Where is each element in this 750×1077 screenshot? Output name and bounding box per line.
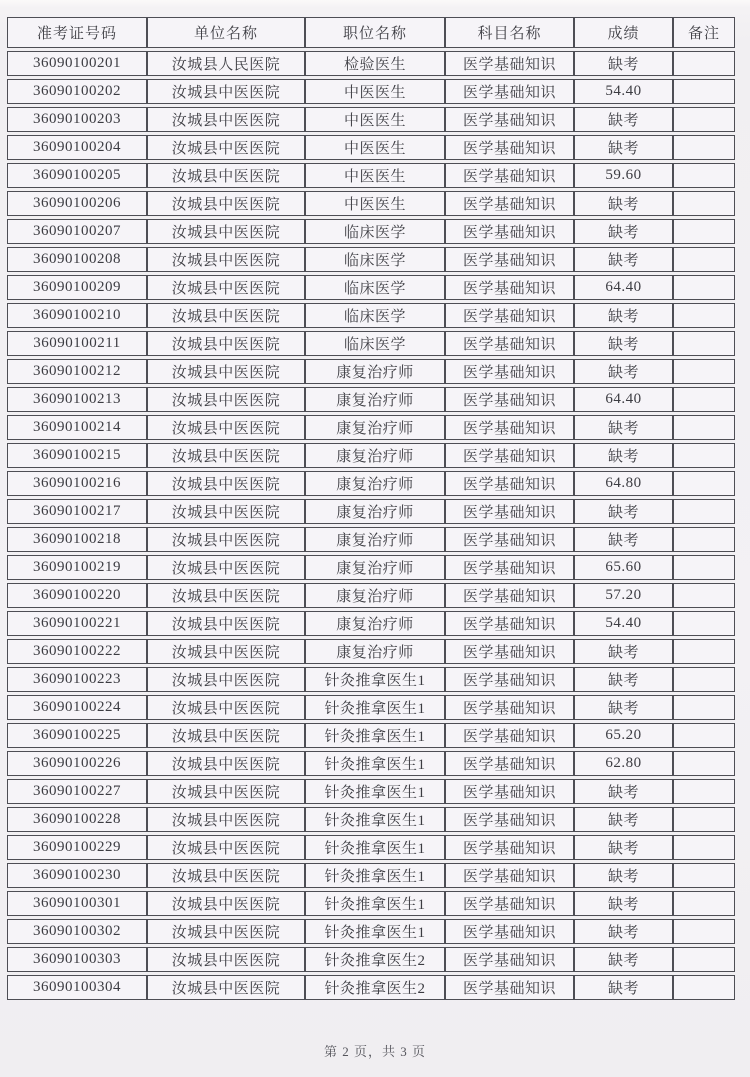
table-cell: 54.40 [574, 611, 673, 636]
table-cell: 汝城县中医医院 [147, 163, 305, 188]
table-cell: 36090100301 [7, 891, 147, 916]
table-cell: 缺考 [574, 443, 673, 468]
table-cell [673, 583, 735, 608]
table-cell: 汝城县中医医院 [147, 695, 305, 720]
table-cell: 缺考 [574, 331, 673, 356]
table-cell: 医学基础知识 [445, 191, 574, 216]
table-cell [673, 303, 735, 328]
table-cell: 医学基础知识 [445, 163, 574, 188]
column-header: 备注 [673, 17, 735, 48]
table-cell: 缺考 [574, 247, 673, 272]
table-cell: 汝城县中医医院 [147, 359, 305, 384]
table-cell: 针灸推拿医生1 [305, 779, 445, 804]
table-cell: 汝城县中医医院 [147, 303, 305, 328]
table-row [7, 107, 735, 132]
table-header [7, 17, 735, 48]
table-cell: 临床医学 [305, 219, 445, 244]
table-cell: 汝城县中医医院 [147, 919, 305, 944]
table-cell [673, 639, 735, 664]
table-cell: 缺考 [574, 499, 673, 524]
table-cell [673, 387, 735, 412]
table-cell: 36090100213 [7, 387, 147, 412]
table-cell: 中医医生 [305, 135, 445, 160]
table-cell: 汝城县人民医院 [147, 51, 305, 76]
table-cell: 36090100220 [7, 583, 147, 608]
table-cell: 64.40 [574, 387, 673, 412]
table-cell: 缺考 [574, 639, 673, 664]
score-table [7, 14, 735, 1003]
table-cell: 汝城县中医医院 [147, 723, 305, 748]
table-cell: 64.80 [574, 471, 673, 496]
table-cell: 汝城县中医医院 [147, 331, 305, 356]
table-cell [673, 807, 735, 832]
table-cell: 临床医学 [305, 275, 445, 300]
table-row [7, 779, 735, 804]
table-cell: 缺考 [574, 947, 673, 972]
table-row [7, 331, 735, 356]
table-cell: 临床医学 [305, 303, 445, 328]
table-cell: 医学基础知识 [445, 611, 574, 636]
table-cell: 医学基础知识 [445, 79, 574, 104]
table-cell: 汝城县中医医院 [147, 835, 305, 860]
table-cell: 医学基础知识 [445, 555, 574, 580]
table-cell: 医学基础知识 [445, 275, 574, 300]
table-cell: 36090100215 [7, 443, 147, 468]
table-cell [673, 499, 735, 524]
table-cell: 缺考 [574, 415, 673, 440]
table-cell [673, 919, 735, 944]
table-row [7, 751, 735, 776]
table-row [7, 303, 735, 328]
table-body [7, 51, 735, 1000]
table-cell: 康复治疗师 [305, 499, 445, 524]
table-cell: 医学基础知识 [445, 891, 574, 916]
table-cell: 汝城县中医医院 [147, 107, 305, 132]
table-cell [673, 527, 735, 552]
table-row [7, 611, 735, 636]
table-cell: 针灸推拿医生1 [305, 863, 445, 888]
table-cell: 缺考 [574, 891, 673, 916]
table-cell: 针灸推拿医生1 [305, 891, 445, 916]
table-cell: 医学基础知识 [445, 779, 574, 804]
table-cell: 汝城县中医医院 [147, 275, 305, 300]
table-row [7, 807, 735, 832]
table-cell: 缺考 [574, 919, 673, 944]
table-row [7, 863, 735, 888]
table-cell: 医学基础知识 [445, 443, 574, 468]
table-cell: 36090100304 [7, 975, 147, 1000]
table-cell: 缺考 [574, 807, 673, 832]
table-cell: 临床医学 [305, 331, 445, 356]
table-cell: 针灸推拿医生1 [305, 835, 445, 860]
table-row [7, 639, 735, 664]
table-cell: 缺考 [574, 527, 673, 552]
table-cell: 康复治疗师 [305, 471, 445, 496]
table-row [7, 443, 735, 468]
table-cell [673, 219, 735, 244]
table-cell: 汝城县中医医院 [147, 611, 305, 636]
table-cell: 针灸推拿医生1 [305, 667, 445, 692]
table-cell: 汝城县中医医院 [147, 527, 305, 552]
table-cell: 医学基础知识 [445, 807, 574, 832]
table-cell: 医学基础知识 [445, 919, 574, 944]
column-header: 职位名称 [305, 17, 445, 48]
table-cell [673, 835, 735, 860]
table-cell: 36090100225 [7, 723, 147, 748]
table-cell: 中医医生 [305, 79, 445, 104]
table-cell: 36090100230 [7, 863, 147, 888]
table-cell [673, 695, 735, 720]
table-cell: 54.40 [574, 79, 673, 104]
table-cell: 36090100227 [7, 779, 147, 804]
table-cell: 64.40 [574, 275, 673, 300]
table-row [7, 555, 735, 580]
table-cell: 医学基础知识 [445, 471, 574, 496]
table-cell: 65.20 [574, 723, 673, 748]
table-cell: 汝城县中医医院 [147, 779, 305, 804]
table-cell: 医学基础知识 [445, 303, 574, 328]
table-cell: 缺考 [574, 695, 673, 720]
table-cell: 医学基础知识 [445, 863, 574, 888]
table-cell: 医学基础知识 [445, 135, 574, 160]
table-cell [673, 555, 735, 580]
table-cell: 康复治疗师 [305, 359, 445, 384]
table-cell: 医学基础知识 [445, 107, 574, 132]
table-cell: 36090100302 [7, 919, 147, 944]
table-cell: 医学基础知识 [445, 359, 574, 384]
table-cell [673, 247, 735, 272]
table-cell: 汝城县中医医院 [147, 443, 305, 468]
table-cell [673, 359, 735, 384]
table-cell [673, 779, 735, 804]
table-cell: 36090100222 [7, 639, 147, 664]
column-header: 成绩 [574, 17, 673, 48]
table-cell [673, 275, 735, 300]
table-cell: 36090100221 [7, 611, 147, 636]
table-cell: 医学基础知识 [445, 639, 574, 664]
table-cell: 57.20 [574, 583, 673, 608]
table-row [7, 51, 735, 76]
table-cell: 康复治疗师 [305, 639, 445, 664]
table-cell: 针灸推拿医生2 [305, 947, 445, 972]
table-cell [673, 891, 735, 916]
table-cell [673, 863, 735, 888]
table-cell: 汝城县中医医院 [147, 639, 305, 664]
table-cell: 医学基础知识 [445, 835, 574, 860]
table-row [7, 135, 735, 160]
table-cell: 医学基础知识 [445, 415, 574, 440]
table-cell [673, 751, 735, 776]
table-cell: 汝城县中医医院 [147, 499, 305, 524]
table-cell: 检验医生 [305, 51, 445, 76]
table-cell: 36090100229 [7, 835, 147, 860]
table-row [7, 163, 735, 188]
column-header: 准考证号码 [7, 17, 147, 48]
table-row [7, 975, 735, 1000]
table-cell: 汝城县中医医院 [147, 583, 305, 608]
table-cell: 36090100207 [7, 219, 147, 244]
table-row [7, 723, 735, 748]
table-row [7, 415, 735, 440]
table-row [7, 583, 735, 608]
table-cell: 36090100204 [7, 135, 147, 160]
table-row [7, 275, 735, 300]
table-cell: 汝城县中医医院 [147, 807, 305, 832]
table-cell [673, 443, 735, 468]
table-cell: 汝城县中医医院 [147, 415, 305, 440]
table-cell [673, 51, 735, 76]
table-cell: 36090100224 [7, 695, 147, 720]
table-cell: 医学基础知识 [445, 527, 574, 552]
table-row [7, 247, 735, 272]
table-cell: 汝城县中医医院 [147, 863, 305, 888]
table-cell: 针灸推拿医生1 [305, 919, 445, 944]
page-number: 第 2 页，共 3 页 [323, 1044, 426, 1059]
table-cell: 汝城县中医医院 [147, 387, 305, 412]
table-row [7, 891, 735, 916]
table-row [7, 387, 735, 412]
table-cell [673, 415, 735, 440]
table-cell: 36090100223 [7, 667, 147, 692]
table-cell: 中医医生 [305, 163, 445, 188]
table-row [7, 835, 735, 860]
table-cell [673, 331, 735, 356]
table-cell: 中医医生 [305, 191, 445, 216]
column-header: 单位名称 [147, 17, 305, 48]
table-cell: 缺考 [574, 975, 673, 1000]
table-row [7, 359, 735, 384]
table-cell: 36090100218 [7, 527, 147, 552]
table-cell: 缺考 [574, 667, 673, 692]
table-row [7, 695, 735, 720]
table-row [7, 191, 735, 216]
table-cell: 康复治疗师 [305, 443, 445, 468]
table-cell [673, 667, 735, 692]
table-cell: 36090100212 [7, 359, 147, 384]
table-cell: 康复治疗师 [305, 387, 445, 412]
table-cell: 36090100217 [7, 499, 147, 524]
table-cell: 36090100203 [7, 107, 147, 132]
table-row [7, 219, 735, 244]
table-cell [673, 191, 735, 216]
table-cell: 缺考 [574, 51, 673, 76]
table-cell: 医学基础知识 [445, 667, 574, 692]
table-cell: 医学基础知识 [445, 751, 574, 776]
table-cell: 65.60 [574, 555, 673, 580]
table-cell: 缺考 [574, 359, 673, 384]
table-row [7, 527, 735, 552]
table-cell: 36090100209 [7, 275, 147, 300]
table-cell: 缺考 [574, 219, 673, 244]
table-cell: 36090100211 [7, 331, 147, 356]
table-cell: 康复治疗师 [305, 415, 445, 440]
table-cell: 汝城县中医医院 [147, 135, 305, 160]
table-cell: 36090100226 [7, 751, 147, 776]
table-cell: 汝城县中医医院 [147, 555, 305, 580]
table-cell: 36090100205 [7, 163, 147, 188]
table-row [7, 471, 735, 496]
table-cell: 汝城县中医医院 [147, 219, 305, 244]
table-cell: 59.60 [574, 163, 673, 188]
table-row [7, 947, 735, 972]
table-cell: 临床医学 [305, 247, 445, 272]
table-cell [673, 723, 735, 748]
table-cell: 缺考 [574, 135, 673, 160]
table-cell [673, 163, 735, 188]
table-cell: 医学基础知识 [445, 947, 574, 972]
table-cell: 缺考 [574, 863, 673, 888]
table-cell: 康复治疗师 [305, 611, 445, 636]
table-cell: 针灸推拿医生1 [305, 695, 445, 720]
table-row [7, 79, 735, 104]
table-row [7, 667, 735, 692]
table-cell: 缺考 [574, 779, 673, 804]
header-row [7, 17, 735, 48]
table-cell: 汝城县中医医院 [147, 891, 305, 916]
table-cell: 36090100210 [7, 303, 147, 328]
table-cell: 针灸推拿医生1 [305, 723, 445, 748]
table-cell: 36090100219 [7, 555, 147, 580]
table-cell: 康复治疗师 [305, 527, 445, 552]
table-cell: 医学基础知识 [445, 695, 574, 720]
table-cell: 医学基础知识 [445, 723, 574, 748]
table-cell: 康复治疗师 [305, 555, 445, 580]
table-cell: 36090100214 [7, 415, 147, 440]
table-cell: 缺考 [574, 107, 673, 132]
table-cell: 康复治疗师 [305, 583, 445, 608]
table-cell: 针灸推拿医生1 [305, 751, 445, 776]
table-cell: 缺考 [574, 835, 673, 860]
table-cell: 36090100206 [7, 191, 147, 216]
table-cell: 36090100228 [7, 807, 147, 832]
table-cell: 36090100303 [7, 947, 147, 972]
table-cell: 汝城县中医医院 [147, 471, 305, 496]
table-cell: 医学基础知识 [445, 247, 574, 272]
table-cell: 汝城县中医医院 [147, 667, 305, 692]
table-cell: 医学基础知识 [445, 51, 574, 76]
table-cell: 汝城县中医医院 [147, 191, 305, 216]
table-cell [673, 975, 735, 1000]
table-cell: 36090100216 [7, 471, 147, 496]
table-cell [673, 611, 735, 636]
table-cell: 62.80 [574, 751, 673, 776]
table-cell [673, 947, 735, 972]
table-cell: 汝城县中医医院 [147, 751, 305, 776]
table-cell: 医学基础知识 [445, 583, 574, 608]
table-cell: 针灸推拿医生1 [305, 807, 445, 832]
table-cell: 36090100208 [7, 247, 147, 272]
table-cell: 缺考 [574, 303, 673, 328]
table-cell: 医学基础知识 [445, 331, 574, 356]
table-cell: 医学基础知识 [445, 219, 574, 244]
table-row [7, 499, 735, 524]
table-cell: 缺考 [574, 191, 673, 216]
column-header: 科目名称 [445, 17, 574, 48]
table-cell [673, 471, 735, 496]
table-cell [673, 135, 735, 160]
table-cell: 中医医生 [305, 107, 445, 132]
table-cell: 36090100201 [7, 51, 147, 76]
table-cell: 汝城县中医医院 [147, 79, 305, 104]
table-cell: 汝城县中医医院 [147, 947, 305, 972]
table-row [7, 919, 735, 944]
table-cell: 汝城县中医医院 [147, 975, 305, 1000]
table-cell: 医学基础知识 [445, 499, 574, 524]
table-cell: 汝城县中医医院 [147, 247, 305, 272]
table-cell [673, 79, 735, 104]
table-cell: 针灸推拿医生2 [305, 975, 445, 1000]
table-cell: 医学基础知识 [445, 975, 574, 1000]
table-cell [673, 107, 735, 132]
table-cell: 医学基础知识 [445, 387, 574, 412]
table-cell: 36090100202 [7, 79, 147, 104]
